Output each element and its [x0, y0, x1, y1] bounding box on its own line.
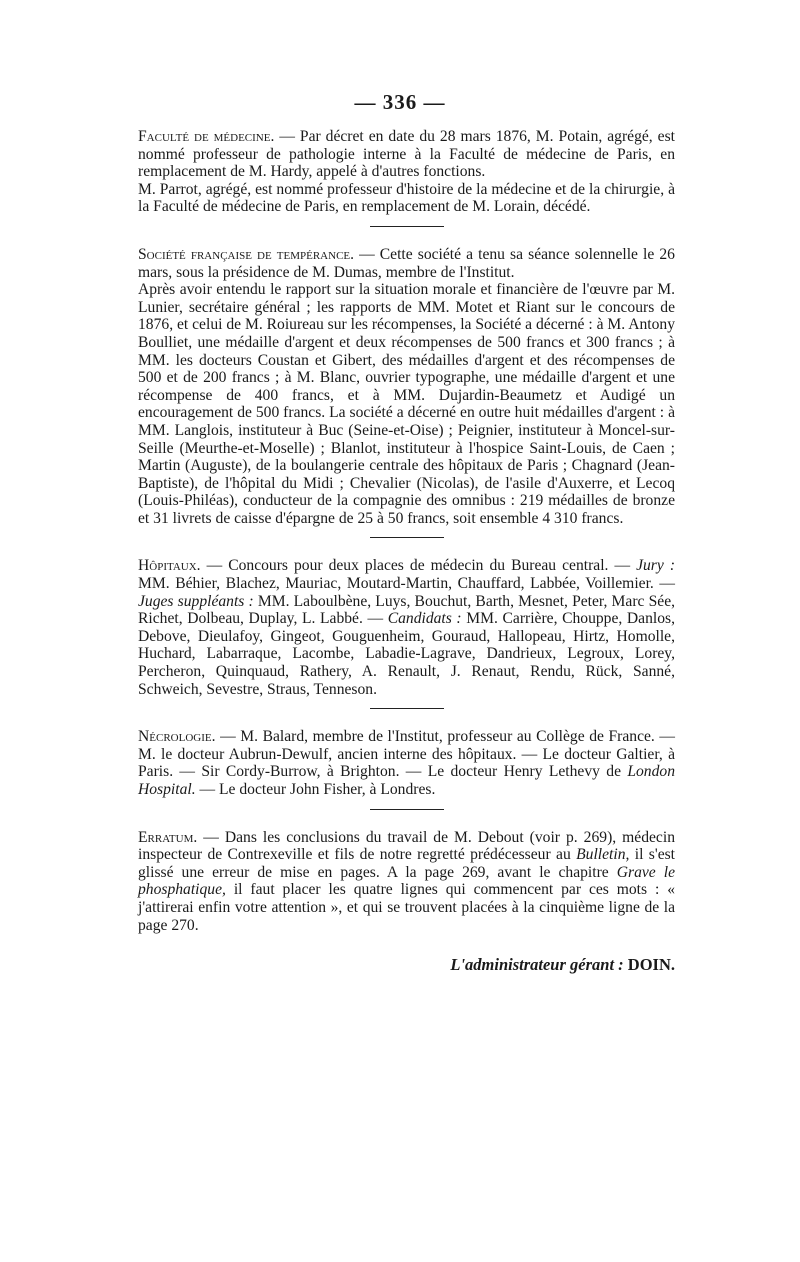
- necrologie-text-1: — M. Balard, membre de l'Institut, professeur au Collège de France. — M. le docteur Aubrun-Dewulf, ancien interne des hôpitaux. — Le docteur Galtier, à Paris. — Sir Cordy-Burrow, à Brighton. — Le docteur Henry Lethevy de: [138, 728, 675, 781]
- signature: [138, 956, 675, 974]
- erratum-text-3: il faut placer les quatre lignes qui commencent par ces mots : « j'attirerai enfin votre attention », et qui se trouvent placées à la cinquième ligne de la page 270.: [138, 881, 675, 934]
- juges-label: Juges suppléants :: [138, 592, 254, 610]
- erratum-text-1: — Dans les conclusions du travail de M. Debout (voir p. 269), médecin inspecteur de Contrexeville et fils de notre regretté prédécesseur au: [138, 828, 675, 864]
- hopitaux-heading: Hôpitaux.: [138, 557, 201, 575]
- erratum-text-2: il s'est glissé une erreur de mise en pages. A la page 269, avant le chapitre: [138, 846, 676, 881]
- page-number: — 336 —: [354, 90, 446, 114]
- hopitaux-paragraph: [138, 557, 675, 698]
- hopitaux-text-2: MM. Béhier, Blachez, Mauriac, Moutard-Martin, Chauffard, Labbée, Voillemier. —: [138, 575, 675, 593]
- signature-label: L'administrateur gérant :: [450, 955, 624, 975]
- separator-rule: [370, 226, 444, 227]
- hopitaux-text-4: MM. Carrière, Chouppe, Danlos, Debove, Dieulafoy, Gingeot, Gouguenheim, Gouraud, Hallopeau, Hirtz, Homolle, Huchard, Labarraque, Lacombe, Labadie-Lagrave, Dandrieux, Legroux, Lorey, Percheron, Quinquaud, Rathery, A. Renault, J. Renaut, Rendu, Rück, Sanné, Schweich, Sevestre, Straus, Tenneson.: [138, 610, 675, 698]
- london-hospital: London Hospital.: [138, 763, 675, 798]
- erratum-heading: Erratum.: [138, 828, 198, 846]
- page-content: [138, 128, 675, 974]
- section-societe: [138, 246, 675, 528]
- faculte-paragraph-2: M. Parrot, agrégé, est nommé professeur d'histoire de la médecine et de la chirurgie, à la Faculté de médecine de Paris, en remplacement de M. Lorain, décédé.: [138, 180, 675, 216]
- societe-paragraph-2: Après avoir entendu le rapport sur la situation morale et financière de l'œuvre par M. Lunier, secrétaire général ; les rapports de MM. Motet et Riant sur le concours de 1876, et celui de M. Roiureau sur les récompenses, la Société a décerné : à M. Antony Boulliet, une médaille d'argent et deux récompenses de 500 francs et 300 francs ; à MM. les docteurs Coustan et Gibert, des médailles d'argent et des récompenses de 500 et de 200 francs ; à M. Blanc, ouvrier typographe, une médaille d'argent et une récompense de 400 francs, et à MM. Dujardin-Beaumetz et Audigé un encouragement de 500 francs. La société a décerné en outre huit médailles d'argent : à MM. Langlois, instituteur à Buc (Seine-et-Oise) ; Peignier, instituteur à Moncel-sur-Seille (Meurthe-et-Moselle) ; Blanlot, instituteur à l'hospice Saint-Louis, de Caen ; Martin (Auguste), de la boulangerie centrale des hôpitaux de Paris ; Chagnard (Jean-Baptiste), de l'hôpital du Midi ; Chevalier (Nicolas), de l'asile d'Auxerre, et Lecoq (Louis-Philéas), conducteur de la compagnie des omnibus : 219 médailles de bronze et 31 livrets de caisse d'épargne de 25 à 50 francs, soit ensemble 4 310 francs.: [138, 281, 675, 527]
- jury-label: Jury :: [636, 557, 676, 575]
- chapter-title: Grave le phosphatique,: [138, 863, 675, 899]
- section-erratum: [138, 829, 675, 935]
- signature-name: DOIN.: [627, 955, 675, 975]
- faculte-text-1: — Par décret en date du 28 mars 1876, M. Potain, agrégé, est nommé professeur de pathologie interne à la Faculté de médecine de Paris, en remplacement de M. Hardy, appelé à d'autres fonctions.: [138, 128, 675, 181]
- hopitaux-text-3: MM. Laboulbène, Luys, Bouchut, Barth, Mesnet, Peter, Marc Sée, Richet, Dolbeau, Duplay, L. Labbé. —: [138, 592, 676, 628]
- candidats-label: Candidats :: [387, 610, 462, 628]
- separator-rule: [370, 708, 444, 709]
- separator-rule: [370, 537, 444, 538]
- separator-rule: [370, 809, 444, 810]
- necrologie-text-2: — Le docteur John Fisher, à Londres.: [199, 781, 436, 798]
- section-faculte: [138, 128, 675, 216]
- societe-heading: Société française de tempérance.: [138, 245, 355, 263]
- societe-text-1: — Cette société a tenu sa séance solennelle le 26 mars, sous la présidence de M. Dumas, membre de l'Institut.: [138, 245, 675, 281]
- necrologie-paragraph: [138, 728, 675, 798]
- hopitaux-text-1: — Concours pour deux places de médecin du Bureau central. —: [206, 557, 631, 575]
- bulletin-title: Bulletin,: [576, 846, 630, 864]
- erratum-paragraph: [138, 829, 675, 935]
- faculte-paragraph-1: [138, 128, 675, 181]
- societe-paragraph-1: [138, 246, 675, 281]
- section-necrologie: [138, 728, 675, 798]
- necrologie-heading: Nécrologie.: [138, 728, 216, 746]
- faculte-heading: Faculté de médecine.: [138, 128, 275, 145]
- section-hopitaux: [138, 557, 675, 698]
